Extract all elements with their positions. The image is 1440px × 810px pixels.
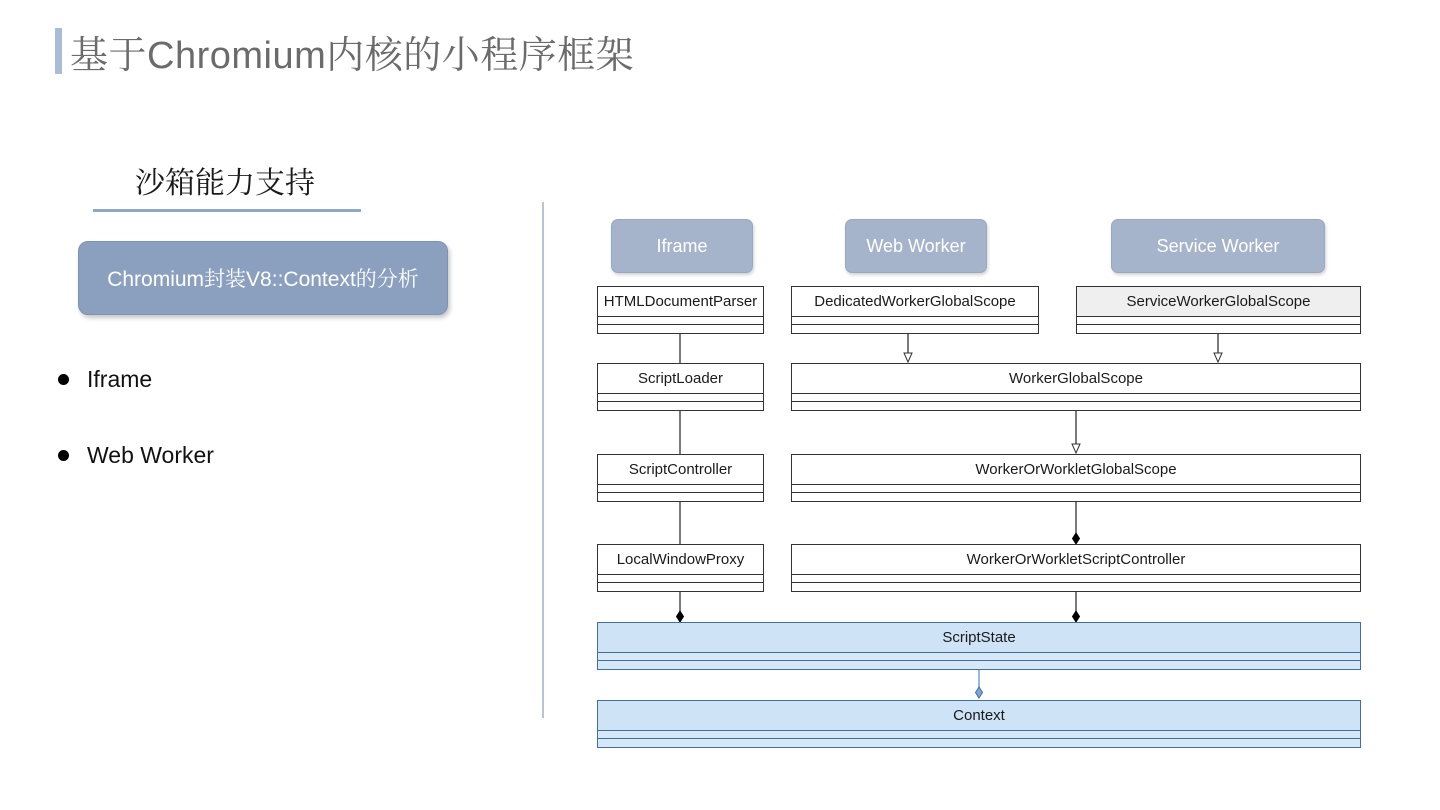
node-title: ServiceWorkerGlobalScope — [1077, 287, 1360, 317]
node-scriptcontroller — [597, 454, 764, 502]
node-workerorworkletglobalscope — [791, 454, 1361, 502]
node-band — [598, 583, 763, 591]
node-title: ScriptController — [598, 455, 763, 485]
node-band — [792, 485, 1360, 493]
column-header-iframe — [611, 219, 753, 273]
node-scriptstate — [597, 622, 1361, 670]
node-workerorworkletscriptcontroller — [791, 544, 1361, 592]
node-serviceworkerglobalscope — [1076, 286, 1361, 334]
node-band — [598, 317, 763, 325]
column-header-label: Service Worker — [1156, 235, 1280, 256]
node-title: WorkerGlobalScope — [792, 364, 1360, 394]
node-workerglobalscope — [791, 363, 1361, 411]
callout-label: Chromium封装V8::Context的分析 — [107, 268, 419, 291]
node-band — [598, 402, 763, 410]
node-band — [598, 394, 763, 402]
column-header-label: Web Worker — [866, 235, 966, 256]
node-band — [598, 661, 1360, 669]
list-item-label: Web Worker — [87, 442, 214, 468]
node-band — [598, 325, 763, 333]
section-heading: 沙箱能力支持 — [135, 167, 315, 200]
node-band — [598, 575, 763, 583]
node-band — [792, 402, 1360, 410]
node-band — [598, 493, 763, 501]
node-band — [598, 739, 1360, 747]
page-title: 基于Chromium内核的小程序框架 — [70, 35, 635, 77]
node-band — [1077, 317, 1360, 325]
node-band — [792, 583, 1360, 591]
node-band — [792, 575, 1360, 583]
node-band — [792, 317, 1038, 325]
node-band — [792, 325, 1038, 333]
node-context — [597, 700, 1361, 748]
node-band — [598, 653, 1360, 661]
column-header-service-worker — [1111, 219, 1325, 273]
node-band — [1077, 325, 1360, 333]
list-item-label: Iframe — [87, 366, 153, 392]
node-band — [792, 493, 1360, 501]
column-header-label: Iframe — [656, 235, 708, 256]
node-title: ScriptLoader — [598, 364, 763, 394]
node-title: WorkerOrWorkletScriptController — [792, 545, 1360, 575]
node-title: ScriptState — [598, 623, 1360, 653]
node-title: HTMLDocumentParser — [598, 287, 763, 317]
node-band — [598, 485, 763, 493]
node-htmldocumentparser — [597, 286, 764, 334]
node-title: DedicatedWorkerGlobalScope — [792, 287, 1038, 317]
node-dedicatedworkerglobalscope — [791, 286, 1039, 334]
node-title: LocalWindowProxy — [598, 545, 763, 575]
node-band — [598, 731, 1360, 739]
node-localwindowproxy — [597, 544, 764, 592]
column-header-web-worker — [845, 219, 987, 273]
node-title: WorkerOrWorkletGlobalScope — [792, 455, 1360, 485]
node-scriptloader — [597, 363, 764, 411]
node-title: Context — [598, 701, 1360, 731]
node-band — [792, 394, 1360, 402]
